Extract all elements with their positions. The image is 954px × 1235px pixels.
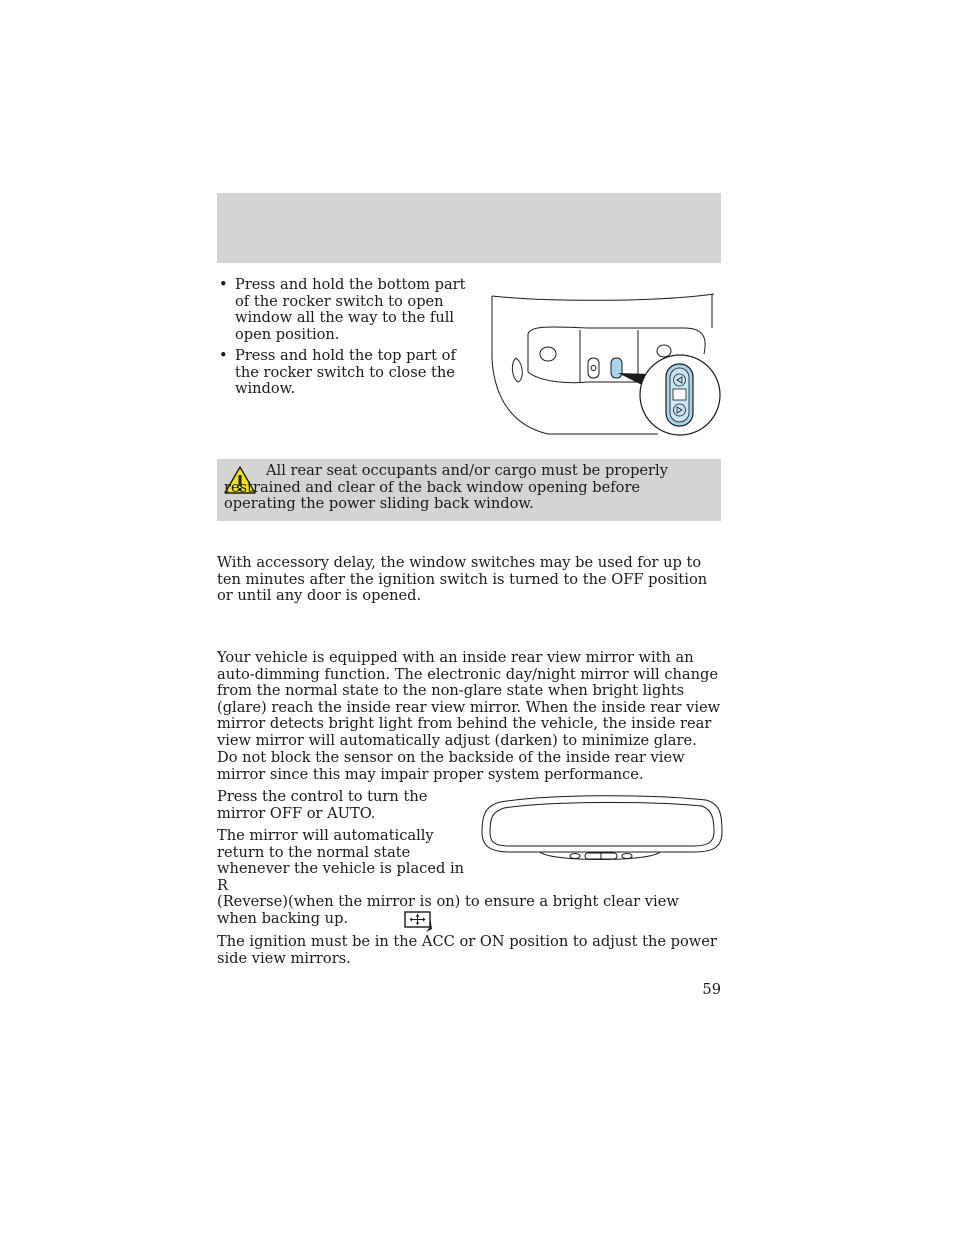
bullet-glyph: • <box>219 276 228 293</box>
overhead-console-illustration <box>488 288 722 438</box>
bullet-text-close: Press and hold the top part of the rocker switch to close the window. <box>235 347 456 397</box>
section-header-band <box>217 193 721 263</box>
auto-dimming-paragraph: Your vehicle is equipped with an inside rear view mirror with an auto-dimming function. The electronic day/night mirror will change from the normal state to the non-glare state when bright lights (glare) reach the inside rear view mirror. When the inside rear view mirror detects bright light from behind the vehicle, the inside rear view mirror will automatically adjust (darken) to minimize glare. <box>217 649 721 749</box>
list-item <box>217 348 477 398</box>
mirror-control-paragraph: Press the control to turn the mirror OFF or AUTO. <box>217 788 428 822</box>
instruction-list <box>217 277 477 403</box>
power-mirror-paragraph: The ignition must be in the ACC or ON position to adjust the power side view mirrors. <box>217 933 717 967</box>
bullet-text-open: Press and hold the bottom part of the rocker switch to open window all the way to the full open position. <box>235 276 466 343</box>
warning-text: All rear seat occupants and/or cargo must be properly restrained and clear of the back window opening before operating the power sliding back window. <box>224 462 668 512</box>
rear-view-mirror-illustration <box>480 792 724 864</box>
sensor-paragraph: Do not block the sensor on the backside of the inside rear view mirror since this may impair proper system performance. <box>217 749 685 783</box>
mirror-reverse-text-wide: (Reverse)(when the mirror is on) to ensure a bright clear view when backing up. <box>217 893 679 927</box>
page-number: 59 <box>702 981 721 998</box>
power-mirror-icon <box>404 911 434 933</box>
bullet-glyph: • <box>219 347 228 364</box>
warning-box <box>217 459 721 521</box>
mirror-reverse-text-narrow: The mirror will automatically return to the normal state whenever the vehicle is placed in R <box>217 827 465 894</box>
accessory-delay-paragraph: With accessory delay, the window switches may be used for up to ten minutes after the ignition switch is turned to the OFF position or until any door is opened. <box>217 554 708 604</box>
list-item <box>217 277 477 343</box>
